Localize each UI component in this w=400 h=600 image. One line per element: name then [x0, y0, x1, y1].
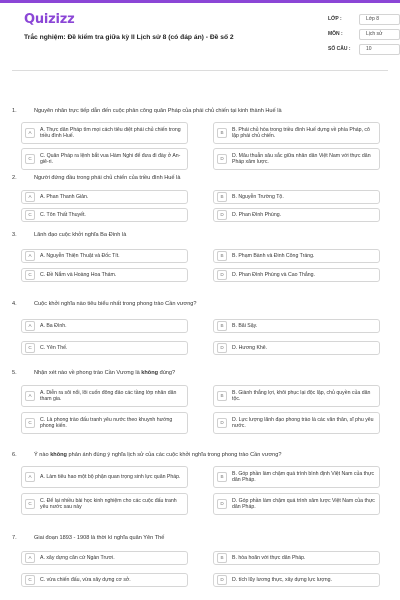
option-letter: A	[25, 553, 35, 563]
option-text: C. Yên Thế.	[40, 344, 68, 351]
option-text: D. Mâu thuẫn sâu sắc giữa nhân dân Việt Nam với thực dân Pháp xâm lược.	[232, 152, 371, 165]
option-d[interactable]	[213, 148, 380, 170]
option-letter: C	[25, 210, 35, 220]
option-text: A. Thực dân Pháp tìm mọi cách tiêu diệt phái chủ chiến trong triều đình Huế.	[40, 126, 181, 139]
meta-label: LỚP :	[328, 16, 342, 23]
option-text: C. Để lại nhiều bài học kinh nghiệm cho các cuộc đấu tranh yêu nước sau này	[40, 497, 177, 510]
option-text: D. tích lũy lương thực, xây dựng lực lượng.	[232, 576, 332, 583]
question-text: Giai đoạn 1893 - 1908 là thời kì nghĩa quân Yên Thế	[34, 535, 165, 541]
option-letter: D	[217, 575, 227, 585]
option-letter: B	[217, 472, 227, 482]
option-text: D. Lực lượng lãnh đạo phong trào là các văn thân, sĩ phu yêu nước.	[232, 416, 374, 429]
meta-value: Lịch sử	[359, 29, 400, 40]
option-letter: D	[217, 499, 227, 509]
option-letter: B	[217, 251, 227, 261]
option-d[interactable]	[213, 573, 380, 587]
question-number: 4.	[12, 301, 17, 307]
meta-row-subject	[328, 28, 400, 41]
question-text-start: Ý nào	[34, 452, 51, 458]
option-text: A. Nguyễn Thiện Thuật và Đốc Tít.	[40, 252, 120, 259]
option-letter: C	[25, 343, 35, 353]
option-text: C. Đề Nắm và Hoàng Hoa Thám.	[40, 271, 117, 278]
meta-panel	[328, 13, 400, 58]
option-text: A. Làm tiêu hao một bộ phận quan trọng sinh lực quân Pháp.	[40, 473, 181, 480]
option-letter: B	[217, 391, 227, 401]
option-text: D. Góp phần làm chậm quá trình xâm lược Việt Nam của thực dân Pháp.	[232, 497, 375, 510]
option-a[interactable]	[21, 551, 188, 565]
question-text: Người đứng đầu trong phái chủ chiến của triều đình Huế là	[34, 175, 181, 181]
page-title: Trắc nghiệm: Đề kiểm tra giữa kỳ II Lịch sử 8 (có đáp án) - Đề số 2	[24, 34, 234, 41]
option-a[interactable]	[21, 249, 188, 263]
option-text: B. Phái chủ hòa trong triều đình Huế dựng về phía Pháp, cô lập phái chủ chiến.	[232, 126, 370, 139]
question-text-end: phản ánh đúng ý nghĩa lịch sử của các cuộc khởi nghĩa trong phong trào Cần vương?	[66, 452, 282, 458]
question-text-emphasis: không	[50, 452, 67, 458]
question-number: 5.	[12, 370, 17, 376]
option-letter: D	[217, 343, 227, 353]
option-text: A. Phan Thanh Giản.	[40, 193, 89, 200]
question-text: Cuộc khởi nghĩa nào tiêu biểu nhất trong phong trào Cần vương?	[34, 301, 197, 307]
meta-value: Lớp 8	[359, 14, 400, 25]
option-b[interactable]	[213, 319, 380, 333]
option-letter: B	[217, 553, 227, 563]
option-c[interactable]	[21, 493, 188, 515]
option-text: B. hòa hoãn với thực dân Pháp.	[232, 554, 306, 561]
meta-value: 10	[359, 44, 400, 55]
option-letter: B	[217, 321, 227, 331]
question-text-start: Nhận xét nào về phong trào Cần Vương là	[34, 370, 142, 376]
option-text: C. Là phong trào đấu tranh yêu nước theo khuynh hướng phong kiến.	[40, 416, 173, 429]
option-text: B. Bãi Sậy.	[232, 322, 258, 329]
option-letter: D	[217, 270, 227, 280]
option-letter: A	[25, 128, 35, 138]
option-d[interactable]	[213, 412, 380, 434]
option-a[interactable]	[21, 190, 188, 204]
option-letter: A	[25, 472, 35, 482]
meta-label: SỐ CÂU :	[328, 46, 351, 53]
option-d[interactable]	[213, 493, 380, 515]
option-text: A. Ba Đình.	[40, 322, 67, 329]
option-letter: C	[25, 270, 35, 280]
question-number: 7.	[12, 535, 17, 541]
option-b[interactable]	[213, 466, 380, 488]
option-b[interactable]	[213, 385, 380, 407]
option-letter: A	[25, 321, 35, 331]
option-a[interactable]	[21, 385, 188, 407]
option-text: A. xây dựng căn cứ Ngàn Trươi.	[40, 554, 115, 561]
option-b[interactable]	[213, 122, 380, 144]
option-letter: B	[217, 128, 227, 138]
option-text: D. Hương Khê.	[232, 344, 268, 351]
worksheet-header	[12, 0, 388, 64]
option-c[interactable]	[21, 208, 188, 222]
option-b[interactable]	[213, 249, 380, 263]
option-d[interactable]	[213, 208, 380, 222]
header-divider	[12, 70, 388, 71]
option-b[interactable]	[213, 551, 380, 565]
quizizz-logo: Quizizz	[24, 12, 75, 27]
option-letter: C	[25, 154, 35, 164]
option-a[interactable]	[21, 319, 188, 333]
option-text: B. Giành thắng lợi, khôi phục lại độc lập, chủ quyền của dân tộc.	[232, 389, 371, 402]
option-letter: A	[25, 391, 35, 401]
option-c[interactable]	[21, 573, 188, 587]
option-d[interactable]	[213, 268, 380, 282]
question-text-end: đúng?	[158, 370, 176, 376]
option-b[interactable]	[213, 190, 380, 204]
option-a[interactable]	[21, 466, 188, 488]
meta-label: MÔN :	[328, 31, 343, 38]
option-text: C. Tôn Thất Thuyết.	[40, 211, 86, 218]
option-c[interactable]	[21, 268, 188, 282]
option-text: B. Nguyễn Trường Tộ.	[232, 193, 284, 200]
option-letter: D	[217, 418, 227, 428]
question-text-emphasis: không	[141, 370, 159, 376]
option-text: C. vừa chiến đấu, vừa xây dựng cơ sở.	[40, 576, 131, 583]
question-text	[34, 452, 384, 459]
question-text: Nguyên nhân trực tiếp dẫn đến cuộc phản công quân Pháp của phái chủ chiến tại kinh thành Huế là	[34, 108, 282, 114]
option-letter: A	[25, 251, 35, 261]
question-number: 3.	[12, 232, 17, 238]
option-letter: D	[217, 210, 227, 220]
option-letter: B	[217, 192, 227, 202]
question-number: 1.	[12, 108, 17, 114]
question-number: 6.	[12, 452, 17, 458]
option-letter: C	[25, 575, 35, 585]
option-d[interactable]	[213, 341, 380, 355]
option-text: D. Phan Đình Phùng.	[232, 211, 282, 218]
question-text	[34, 370, 384, 377]
option-text: B. Phạm Bành và Đinh Công Tráng.	[232, 252, 315, 259]
option-c[interactable]	[21, 412, 188, 434]
option-a[interactable]	[21, 122, 188, 144]
option-letter: A	[25, 192, 35, 202]
option-letter: C	[25, 499, 35, 509]
option-text: C. Quân Pháp ra lệnh bắt vua Hàm Nghi để đưa đi đày ở An-giê-ri.	[40, 152, 181, 165]
question-text: Lãnh đạo cuộc khởi nghĩa Ba Đình là	[34, 232, 127, 238]
option-c[interactable]	[21, 341, 188, 355]
meta-row-class	[328, 13, 400, 26]
option-letter: C	[25, 418, 35, 428]
meta-row-count	[328, 43, 400, 56]
option-text: B. Góp phần làm chậm quá trình bình định Việt Nam của thực dân Pháp.	[232, 470, 375, 483]
option-text: A. Diễn ra sôi nổi, lôi cuốn đông đảo các tầng lớp nhân dân tham gia.	[40, 389, 177, 402]
option-text: D. Phan Đình Phùng và Cao Thắng.	[232, 271, 315, 278]
option-c[interactable]	[21, 148, 188, 170]
option-letter: D	[217, 154, 227, 164]
question-number: 2.	[12, 175, 17, 181]
